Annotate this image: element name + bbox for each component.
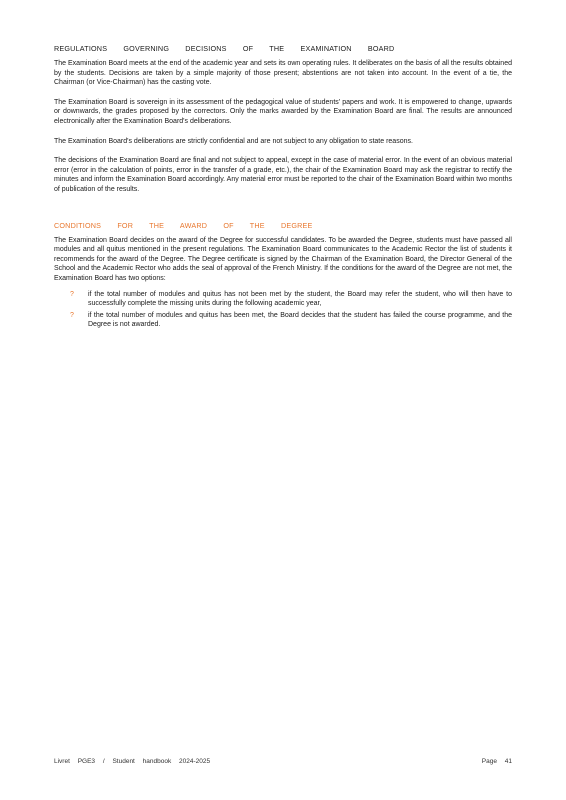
bullet-icon: ? bbox=[70, 290, 74, 298]
section-heading-regulations: REGULATIONS GOVERNING DECISIONS OF THE EXAMINATION BOARD bbox=[54, 44, 395, 53]
paragraph-board-sovereign: The Examination Board is sovereign in its assessment of the pedagogical value of students' papers and work. It is empowered to change, upwards or downwards, the grades proposed by the correctors. Only the marks awarded by the Examination Board are final. The results are announced electronically after the Examination Board's deliberations. bbox=[54, 98, 512, 125]
section-heading-conditions: CONDITIONS FOR THE AWARD OF THE DEGREE bbox=[54, 220, 313, 230]
list-item-text: if the total number of modules and quitus has been met, the Board decides that the student has failed the course programme, and the Degree is not awarded. bbox=[88, 311, 512, 329]
paragraph-board-meeting: The Examination Board meets at the end of the academic year and sets its own operating rules. It deliberates on the basis of all the results obtained by the students. Decisions are taken by a simple majority of those present; abstentions are not taken into account. In the event of a tie, the Chairman (or Vice-Chairman) has the casting vote. bbox=[54, 60, 512, 87]
paragraph-confidential: The Examination Board's deliberations are strictly confidential and are not subject to any obligation to state reasons. bbox=[54, 137, 413, 145]
bullet-icon: ? bbox=[70, 311, 74, 319]
page-number: Page 41 bbox=[481, 758, 512, 765]
document-page bbox=[54, 44, 512, 332]
list-item bbox=[54, 290, 512, 309]
footer-handbook-title: Livret PGE3 / Student handbook 2024-2025 bbox=[54, 758, 211, 765]
paragraph-award-conditions: The Examination Board decides on the award of the Degree for successful candidates. To be awarded the Degree, students must have passed all modules and all quitus mentioned in the present regulations. The Examination Board communicates to the Academic Rector the list of students it recommends for the award of the Degree. The Degree certificate is signed by the Chairman of the Examination Board, the Director General of the School and the Academic Rector who adds the seal of approval of the French Ministry. If the conditions for the award of the Degree are not met, the Examination Board has two options: bbox=[54, 236, 512, 282]
list-item bbox=[54, 311, 512, 330]
options-list bbox=[54, 290, 512, 330]
list-item-text: if the total number of modules and quitus has not been met by the student, the Board may refer the student, who will then have to successfully complete the missing units during the following academic year, bbox=[88, 290, 512, 308]
page-footer bbox=[54, 758, 512, 765]
paragraph-final-decisions: The decisions of the Examination Board are final and not subject to appeal, except in the case of material error. In the event of an obvious material error (error in the calculation of points, error in the transfer of a grade, etc.), the chair of the Examination Board may ask the registrar to rectify the minutes and inform the Examination Board accordingly. Any material error must be reported to the chair of the Examination Board within two months of publication of the results. bbox=[54, 157, 512, 193]
